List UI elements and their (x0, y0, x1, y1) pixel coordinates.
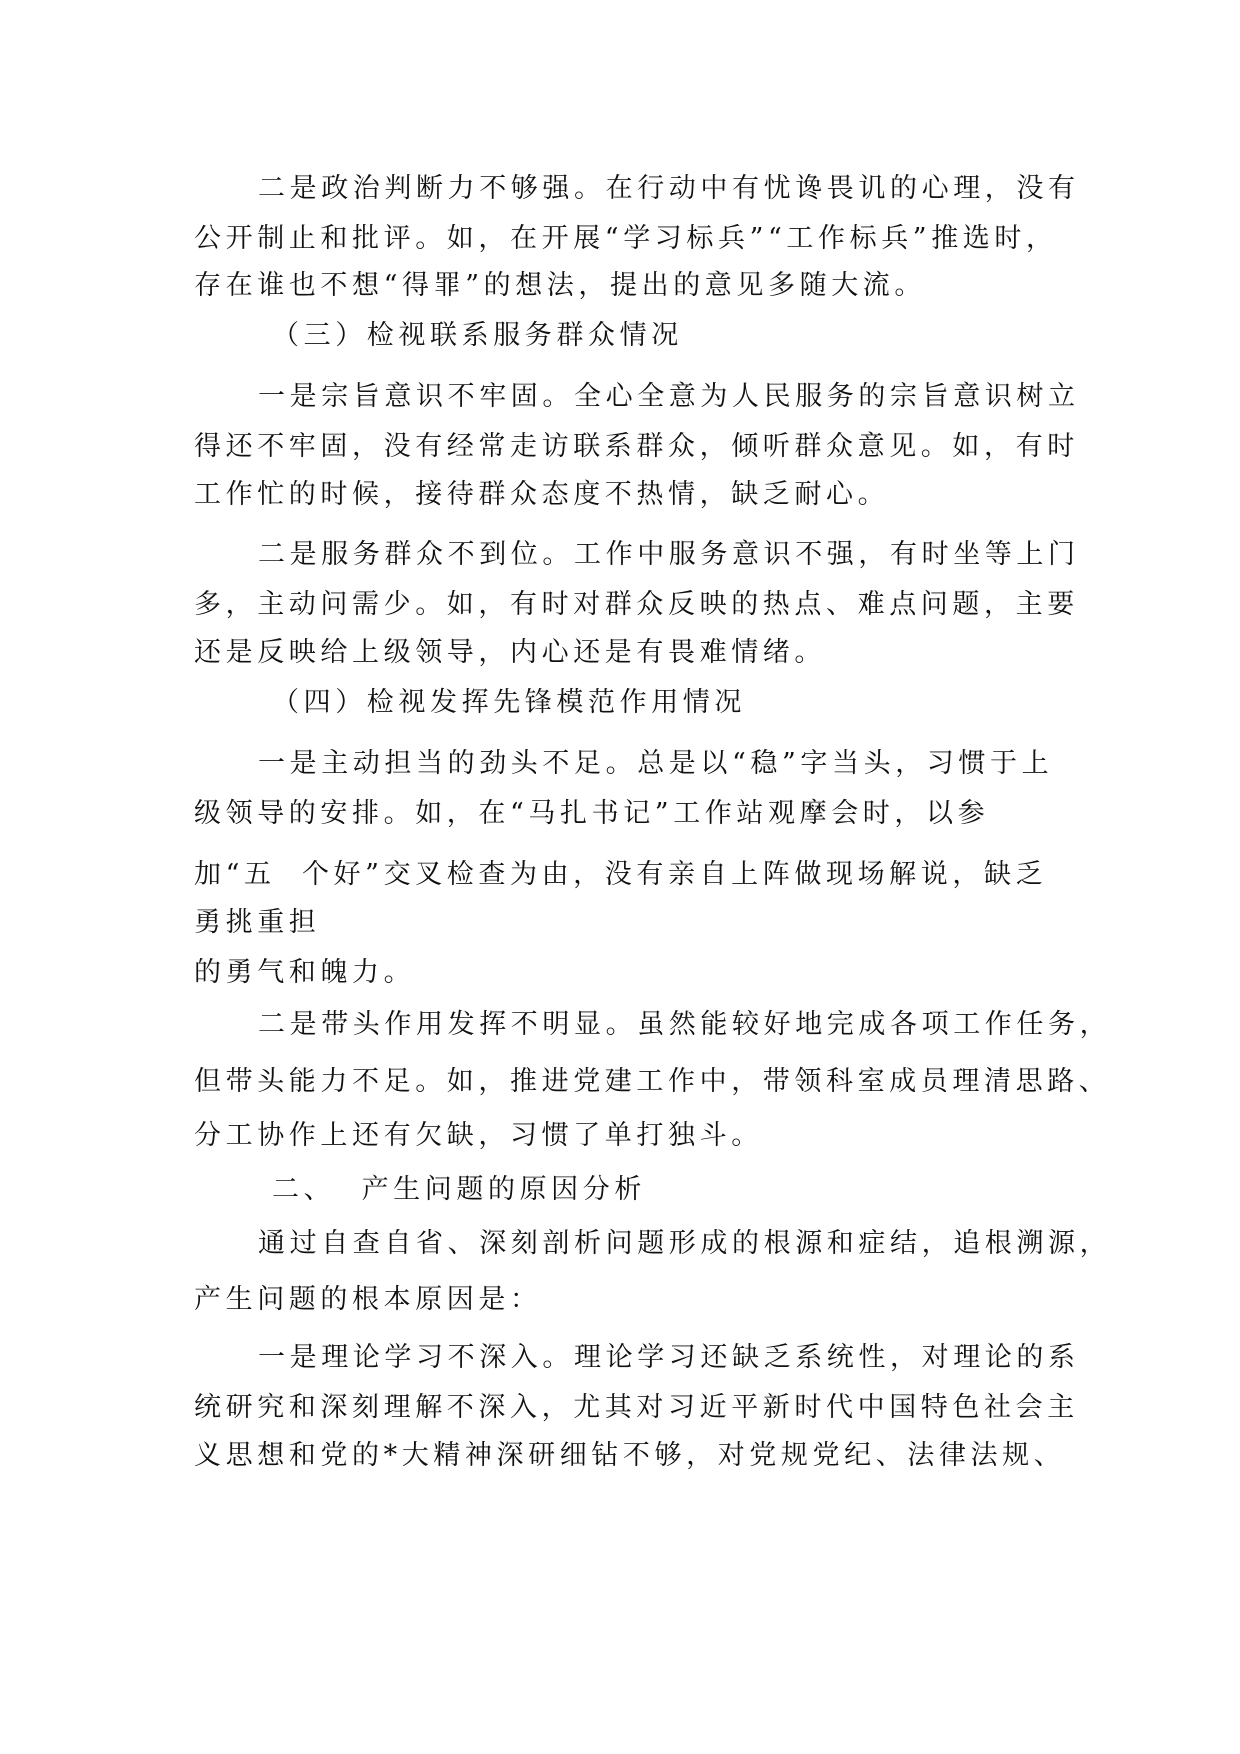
paragraph-line: 分工协作上还有欠缺，习惯了单打独斗。 (194, 1120, 763, 1151)
paragraph-line: 公开制止和批评。如，在开展“学习标兵”“工作标兵”推选时， (194, 223, 1058, 254)
paragraph-line: 勇挑重担 (194, 907, 321, 938)
paragraph-line: 级领导的安排。如，在“马扎书记”工作站观摩会时，以参 (194, 798, 990, 829)
section-heading: （四）检视发挥先锋模范作用情况 (272, 687, 746, 718)
paragraph-line: 义思想和党的*大精神深研细钻不够，对党规党纪、法律法规、 (194, 1440, 1066, 1471)
paragraph-line: 多，主动问需少。如，有时对群众反映的热点、难点问题，主要 (194, 589, 1079, 620)
paragraph-line: 一是理论学习不深入。理论学习还缺乏系统性，对理论的系 (258, 1342, 1080, 1373)
paragraph-line: 加“五 个好”交叉检查为由，没有亲自上阵做现场解说，缺乏 (194, 859, 1048, 890)
paragraph-line: 但带头能力不足。如，推进党建工作中，带领科室成员理清思路、 (194, 1066, 1111, 1097)
paragraph-line: 工作忙的时候，接待群众态度不热情，缺乏耐心。 (194, 479, 890, 510)
paragraph-line: 的勇气和魄力。 (194, 957, 416, 988)
paragraph-line: 存在谁也不想“得罪”的想法，提出的意见多随大流。 (194, 270, 927, 301)
paragraph-line: 得还不牢固，没有经常走访联系群众，倾听群众意见。如，有时 (194, 431, 1079, 462)
paragraph-line: 二是服务群众不到位。工作中服务意识不强，有时坐等上门 (258, 539, 1080, 570)
paragraph-line: 一是主动担当的劲头不足。总是以“稳”字当头，习惯于上 (258, 748, 1054, 779)
section-heading: （三）检视联系服务群众情况 (272, 320, 683, 351)
paragraph-line: 二是政治判断力不够强。在行动中有忧谗畏讥的心理，没有 (258, 173, 1080, 204)
section-heading: 二、 产生问题的原因分析 (272, 1174, 646, 1205)
paragraph-line: 统研究和深刻理解不深入，尤其对习近平新时代中国特色社会主 (194, 1392, 1079, 1423)
paragraph-line: 通过自查自省、深刻剖析问题形成的根源和症结，追根溯源， (258, 1228, 1112, 1259)
paragraph-line: 一是宗旨意识不牢固。全心全意为人民服务的宗旨意识树立 (258, 381, 1080, 412)
paragraph-line: 产生问题的根本原因是： (194, 1284, 542, 1315)
paragraph-line: 还是反映给上级领导，内心还是有畏难情绪。 (194, 637, 826, 668)
paragraph-line: 二是带头作用发挥不明显。虽然能较好地完成各项工作任务， (258, 1009, 1112, 1040)
